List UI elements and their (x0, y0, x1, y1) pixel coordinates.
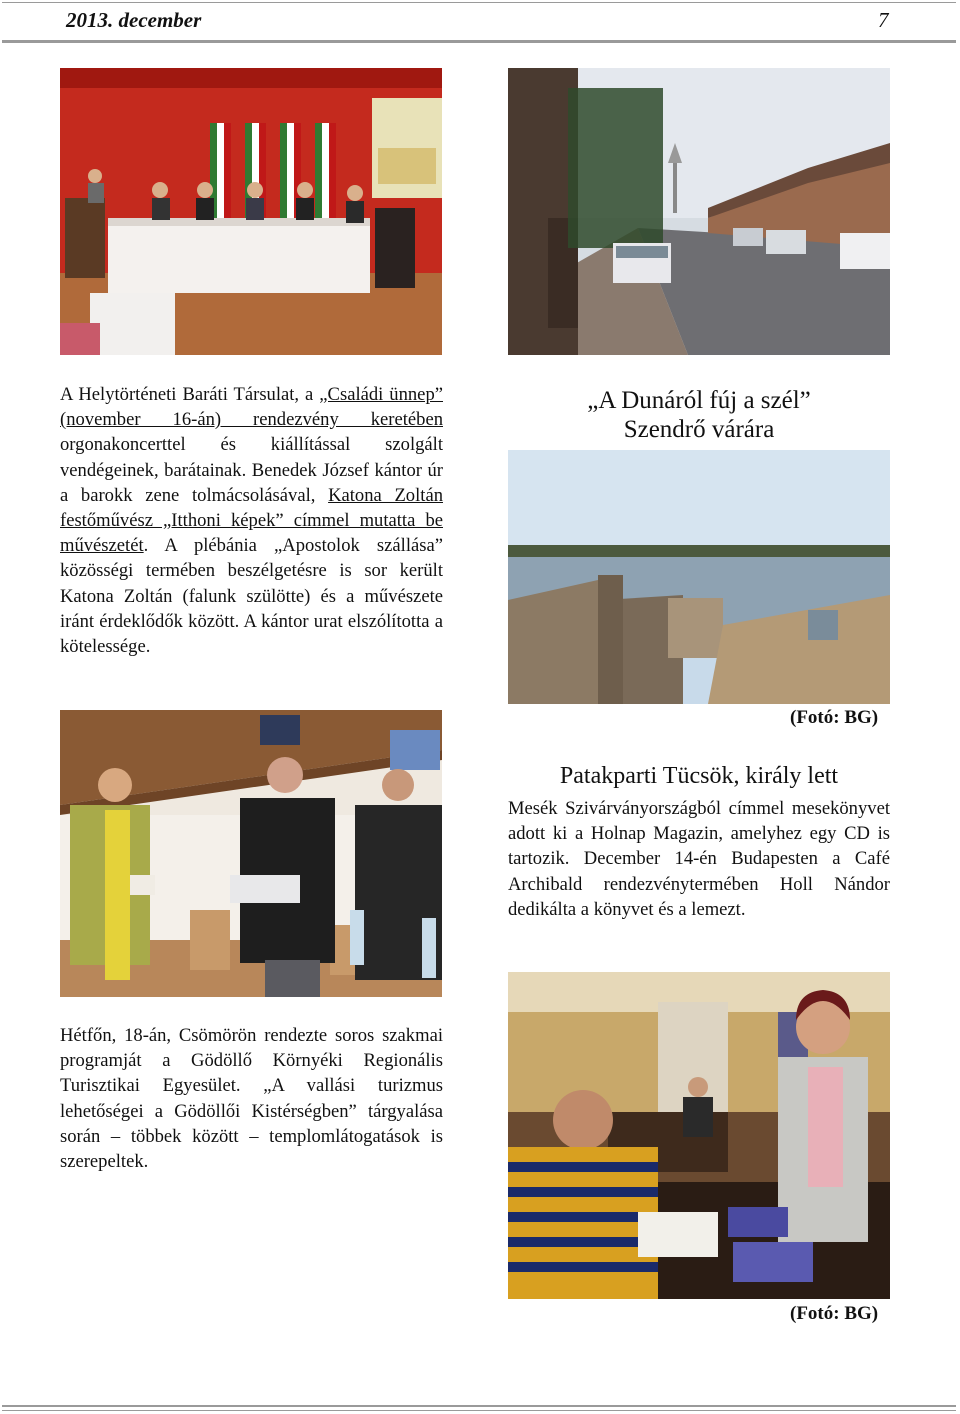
photo-artist-gathering (60, 710, 442, 997)
page-number: 7 (878, 8, 889, 32)
article-text-part: orgonakoncerttel és kiállítással szolgált vendégeinek, barátainak. Benedek József kántor úr a barokk zene tolmácsolásával, (60, 434, 443, 506)
photo-village-street (508, 68, 890, 355)
link-csaladi-unnep[interactable]: „Családi ünnep” (november 16-án) rendezvény keretében (60, 384, 443, 431)
footer-rule (2, 1405, 956, 1407)
article-szendro-title (508, 386, 890, 444)
article-tucsok-title: Patakparti Tücsök, király lett (559, 763, 839, 789)
title-line-1: „A Dunáról fúj a szél” (587, 387, 811, 414)
header-bottom-rule (2, 40, 956, 43)
article-tucsok-text: Mesék Szivárványországból címmel mesekönyvet adott ki a Holnap Magazin, amelyhez egy CD is tartozik. December 14-én Budapesten a Café Archibald rendezvénytermében Holl Nándor dedikálta a könyvet és a lemezt. (508, 798, 890, 920)
photo-book-signing (508, 972, 890, 1299)
article-text-part: A Helytörténeti Baráti Társulat, a (60, 384, 320, 405)
article-csomor-text: Hétfőn, 18-án, Csömörön rendezte soros szakmai programját a Gödöllő Környéki Regionális Turisztikai Egyesület. „A vallási turizmus lehetőségei a Gödöllői Kistérségben” tárgyalása során – többek között – templomlátogatások is szerepeltek. (60, 1025, 443, 1173)
title-line-2: Szendrő várára (623, 416, 775, 443)
issue-date: 2013. december (66, 8, 202, 32)
link-katona-zoltan[interactable]: Katona Zoltán festőművész „Itthoni képek” címmel mutatta be művészetét (60, 484, 443, 557)
photo-credit-szendro: (Fotó: BG) (790, 707, 879, 728)
photo-conference-panel (60, 68, 442, 355)
article-text-part: . A plébánia „Apostolok szállása” közösségi termében beszélgetésre is sor került Katona Zoltán (falunk szülötte) és a művészete iránt érdeklődők között. A kántor urat elszólította a kötelessége. (60, 535, 443, 658)
header-top-rule (2, 2, 956, 3)
article-helytorteneti-text (60, 382, 443, 659)
photo-credit-tucsok: (Fotó: BG) (790, 1303, 879, 1324)
footer-rule (2, 1410, 956, 1411)
photo-szendro-fortress (508, 450, 890, 704)
